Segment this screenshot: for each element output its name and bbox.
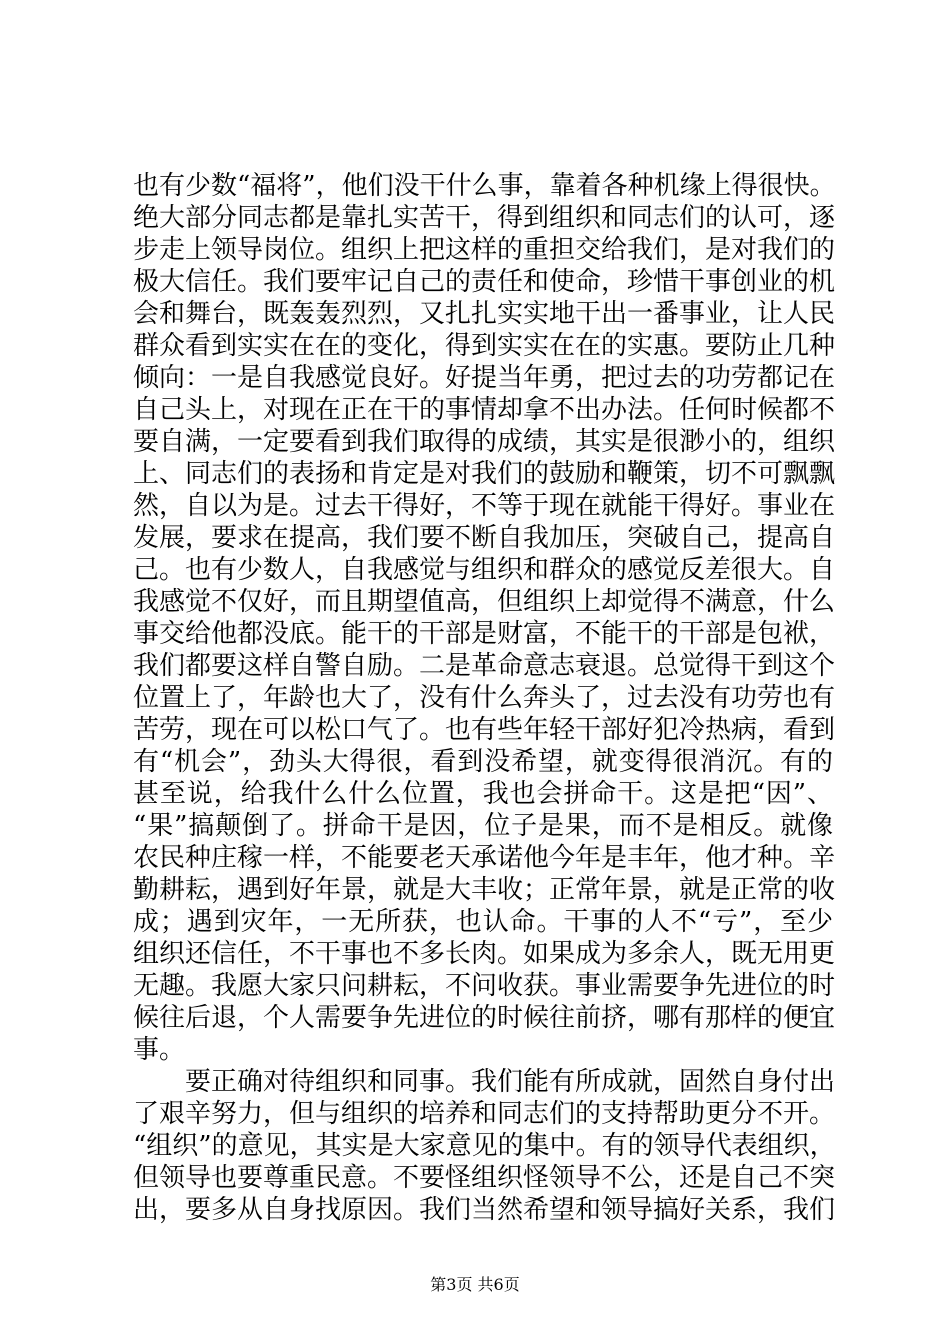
text-line: 但领导也要尊重民意。不要怪组织怪领导不公，还是自己不突 [133, 1163, 836, 1193]
text-line: 会和舞台，既轰轰烈烈，又扎扎实实地干出一番事业，让人民 [133, 299, 836, 329]
text-line: 绝大部分同志都是靠扎实苦干，得到组织和同志们的认可，逐 [133, 203, 836, 233]
page-number-footer: 第3页 共6页 [430, 1275, 520, 1294]
text-line: 己。也有少数人，自我感觉与组织和群众的感觉反差很大。自 [133, 555, 836, 585]
text-line: “组织”的意见，其实是大家意见的集中。有的领导代表组织， [133, 1131, 836, 1161]
text-line: 农民种庄稼一样，不能要老天承诺他今年是丰年，他才种。辛 [133, 843, 836, 873]
text-line: 上、同志们的表扬和肯定是对我们的鼓励和鞭策，切不可飘飘 [133, 459, 836, 489]
body-text [133, 170, 836, 1226]
text-line: 有“机会”，劲头大得很，看到没希望，就变得很消沉。有的 [133, 747, 833, 777]
text-line: 候往后退，个人需要争先进位的时候往前挤，哪有那样的便宜 [133, 1003, 836, 1033]
text-line: 发展，要求在提高，我们要不断自我加压，突破自己，提高自 [133, 523, 836, 553]
text-line: 组织还信任，不干事也不多长肉。如果成为多余人，既无用更 [133, 939, 836, 969]
text-line: 出，要多从自身找原因。我们当然希望和领导搞好关系，我们 [133, 1195, 836, 1225]
text-line: 勤耕耘，遇到好年景，就是大丰收；正常年景，就是正常的收 [133, 875, 836, 905]
text-line: 倾向：一是自我感觉良好。好提当年勇，把过去的功劳都记在 [133, 363, 836, 393]
text-line: 极大信任。我们要牢记自己的责任和使命，珍惜干事创业的机 [133, 267, 836, 297]
text-line: 自己头上，对现在正在干的事情却拿不出办法。任何时候都不 [133, 395, 836, 425]
text-line: 步走上领导岗位。组织上把这样的重担交给我们，是对我们的 [133, 235, 836, 265]
text-line: 也有少数“福将”，他们没干什么事，靠着各种机缘上得很快。 [133, 171, 836, 201]
text-line: 成；遇到灾年，一无所获，也认命。干事的人不“亏”，至少 [133, 907, 833, 937]
text-line: 甚至说，给我什么什么位置，我也会拼命干。这是把“因”、 [133, 779, 833, 809]
text-line: 要自满，一定要看到我们取得的成绩，其实是很渺小的，组织 [133, 427, 836, 457]
text-line: 了艰辛努力，但与组织的培养和同志们的支持帮助更分不开。 [133, 1099, 836, 1129]
text-line: 我们都要这样自警自励。二是革命意志衰退。总觉得干到这个 [133, 651, 836, 681]
text-line: 苦劳，现在可以松口气了。也有些年轻干部好犯冷热病，看到 [133, 715, 836, 745]
text-line: “果”搞颠倒了。拼命干是因，位子是果，而不是相反。就像 [133, 811, 833, 841]
paragraph-end-line: 事。 [133, 1035, 186, 1065]
text-line: 然，自以为是。过去干得好，不等于现在就能干得好。事业在 [133, 491, 836, 521]
text-line: 我感觉不仅好，而且期望值高，但组织上却觉得不满意，什么 [133, 587, 836, 617]
text-line: 事交给他都没底。能干的干部是财富，不能干的干部是包袱， [133, 619, 836, 649]
paragraph-start-line: 要正确对待组织和同事。我们能有所成就，固然自身付出 [185, 1067, 836, 1097]
text-line: 无趣。我愿大家只问耕耘，不问收获。事业需要争先进位的时 [133, 971, 836, 1001]
text-line: 群众看到实实在在的变化，得到实实在在的实惠。要防止几种 [133, 331, 836, 361]
text-line: 位置上了，年龄也大了，没有什么奔头了，过去没有功劳也有 [133, 683, 836, 713]
